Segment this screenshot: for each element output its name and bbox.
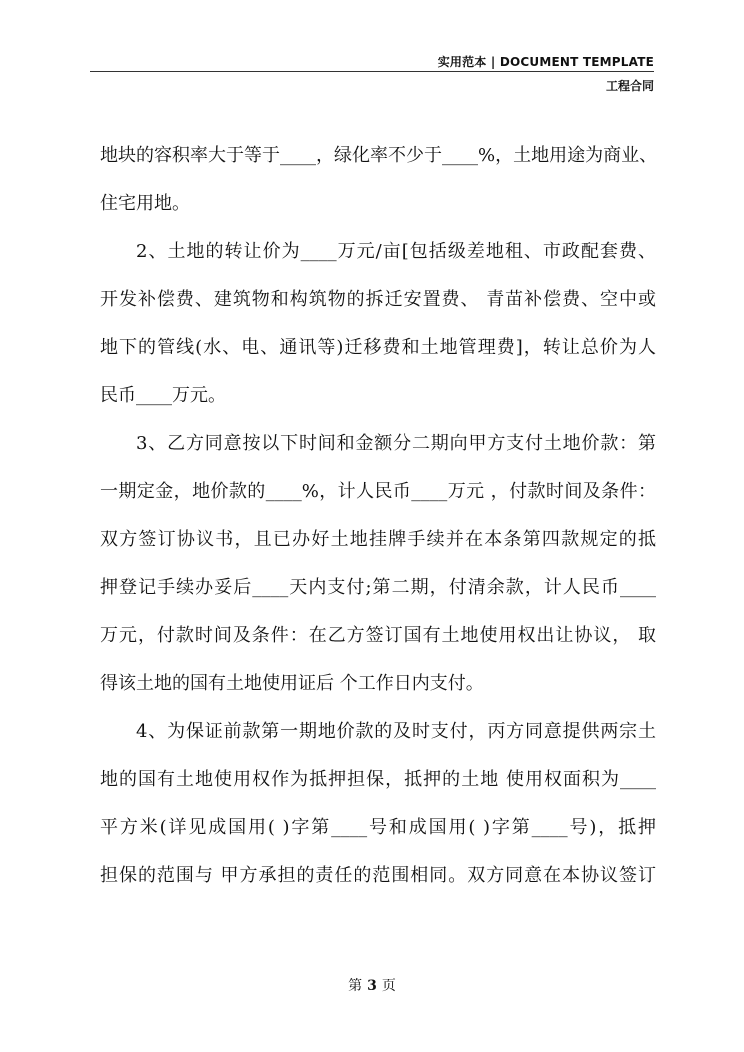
header-brand: 实用范本 | DOCUMENT TEMPLATE [437,55,654,69]
body-line: 双方签订协议书，且已办好土地挂牌手续并在本条第四款规定的抵 [100,529,656,550]
body-line: 押登记手续办妥后____天内支付;第二期，付清余款，计人民币____ [100,577,656,598]
page-number: 3 [367,978,377,994]
page-footer [0,975,744,995]
document-body [100,140,656,891]
body-line: 平方米(详见成国用( )字第____号和成国用( )字第____号)，抵押 [100,817,656,838]
body-line: 地块的容积率大于等于____，绿化率不少于____%，土地用途为商业、 [100,145,658,166]
body-line: 2、土地的转让价为____万元/亩[包括级差地租、市政配套费、 [136,241,656,262]
body-line: 得该土地的国有土地使用证后 个工作日内支付。 [100,673,484,694]
header-subtitle: 工程合同 [605,79,654,93]
header-divider [90,71,654,72]
body-line: 4、为保证前款第一期地价款的及时支付，丙方同意提供两宗土 [136,721,656,742]
footer-prefix: 第 [348,978,363,994]
body-line: 地的国有土地使用权作为抵押担保，抵押的土地 使用权面积为____ [100,769,657,790]
body-line: 万元，付款时间及条件：在乙方签订国有土地使用权出让协议， 取 [100,625,656,646]
body-line: 住宅用地。 [100,193,190,214]
body-line: 地下的管线(水、电、通讯等)迁移费和土地管理费]，转让总价为人 [100,337,656,358]
body-line: 3、乙方同意按以下时间和金额分二期向甲方支付土地价款：第 [136,433,656,454]
body-line: 担保的范围与 甲方承担的责任的范围相同。双方同意在本协议签订 [100,865,656,886]
body-line: 民币____万元。 [100,385,226,406]
body-line: 一期定金，地价款的____%，计人民币____万元 ，付款时间及条件： [100,481,656,502]
footer-suffix: 页 [381,978,396,994]
body-line: 开发补偿费、建筑物和构筑物的拆迁安置费、 青苗补偿费、空中或 [100,289,656,310]
